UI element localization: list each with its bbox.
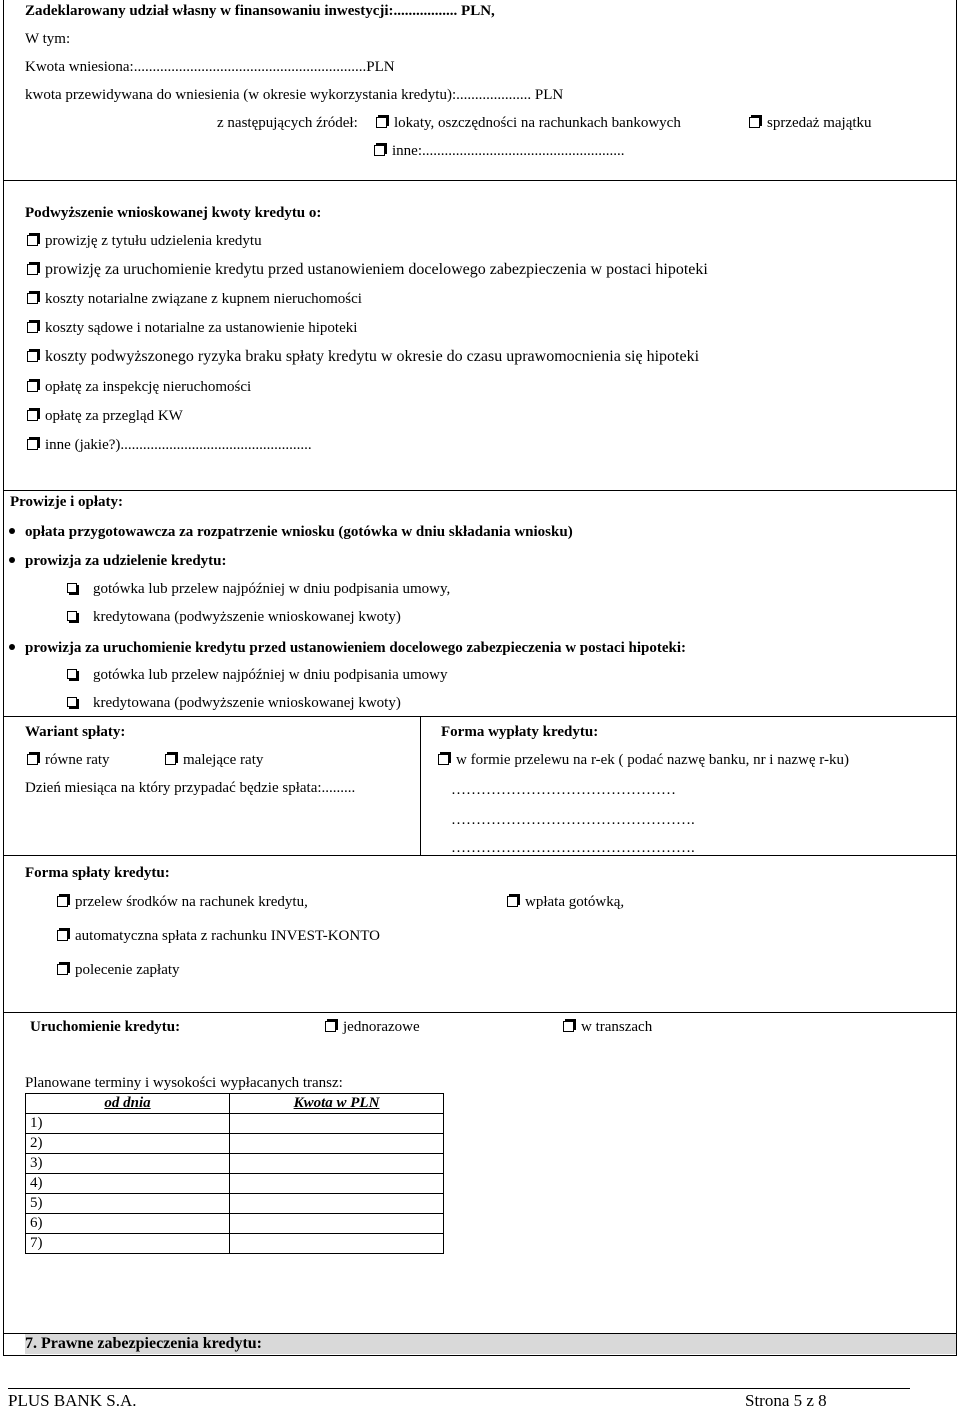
- checkbox-icon[interactable]: [27, 322, 38, 333]
- payout-dots-2[interactable]: ………………………………………….: [451, 812, 695, 828]
- table-row[interactable]: 6): [26, 1214, 444, 1234]
- checkbox-icon[interactable]: [374, 145, 385, 156]
- increase-item-2[interactable]: prowizję za uruchomienie kredytu przed ustanowieniem docelowego zabezpieczenia w postaci hipoteki: [25, 261, 708, 279]
- launch-heading: Uruchomienie kredytu:: [30, 1019, 181, 1035]
- grant-opt-2[interactable]: kredytowana (podwyższenie wnioskowanej kwoty): [67, 608, 401, 626]
- divider-3: [3, 716, 956, 717]
- launch-opt-1[interactable]: gotówka lub przelew najpóźniej w dniu podpisania umowy: [67, 666, 448, 684]
- checkbox-icon[interactable]: [27, 754, 38, 765]
- repayment-form-heading: Forma spłaty kredytu:: [25, 865, 170, 881]
- checkbox-icon[interactable]: [27, 439, 38, 450]
- divider-1: [3, 180, 956, 181]
- table-header-row: [26, 1094, 444, 1114]
- launch-fee-text: prowizja za uruchomienie kredytu przed ustanowieniem docelowego zabezpieczenia w postaci hipoteki:: [25, 640, 687, 656]
- bullet-icon: [9, 644, 15, 650]
- col-from-header: od dnia: [26, 1094, 230, 1114]
- table-row[interactable]: 5): [26, 1194, 444, 1214]
- planned-tranches-label: Planowane terminy i wysokości wypłacanych transz:: [25, 1075, 343, 1091]
- checkbox-icon[interactable]: [325, 1021, 336, 1032]
- checkbox-icon[interactable]: [507, 896, 518, 907]
- frame-left: [3, 0, 4, 1356]
- source-other-option[interactable]: inne:......................................................: [372, 142, 625, 160]
- checkbox-icon[interactable]: [67, 611, 77, 621]
- in-which-label: W tym:: [25, 31, 71, 47]
- checkbox-icon[interactable]: [27, 293, 38, 304]
- own-share-line: Zadeklarowany udział własny w finansowaniu inwestycji:................. PLN,: [25, 3, 495, 19]
- section-7-bar: [25, 1334, 956, 1354]
- table-row[interactable]: 2): [26, 1134, 444, 1154]
- grant-opt-1[interactable]: gotówka lub przelew najpóźniej w dniu podpisania umowy,: [67, 580, 450, 598]
- repayment-equal-option[interactable]: równe raty: [25, 751, 110, 769]
- repayment-column-divider: [420, 716, 421, 855]
- amount-in-line[interactable]: Kwota wniesiona:..............................................................PLN: [25, 59, 395, 75]
- checkbox-icon[interactable]: [67, 669, 77, 679]
- checkbox-icon[interactable]: [563, 1021, 574, 1032]
- repayment-decreasing-option[interactable]: malejące raty: [163, 751, 263, 769]
- increase-item-4[interactable]: koszty sądowe i notarialne za ustanowienie hipoteki: [25, 319, 357, 337]
- launch-opt-2[interactable]: kredytowana (podwyższenie wnioskowanej kwoty): [67, 694, 401, 712]
- frame-right: [956, 0, 957, 1356]
- increase-item-6[interactable]: opłatę za inspekcję nieruchomości: [25, 378, 251, 396]
- form-order-option[interactable]: polecenie zapłaty: [55, 961, 180, 979]
- divider-7: [3, 1355, 956, 1356]
- payout-dots-3[interactable]: ………………………………………….: [451, 840, 695, 856]
- checkbox-icon[interactable]: [67, 583, 77, 593]
- payout-dots-1[interactable]: ………………………………………: [451, 782, 676, 798]
- launch-single-option[interactable]: jednorazowe: [323, 1018, 420, 1036]
- increase-item-7[interactable]: opłatę za przegląd KW: [25, 407, 183, 425]
- increase-item-1[interactable]: prowizję z tytułu udzielenia kredytu: [25, 232, 262, 250]
- payout-heading: Forma wypłaty kredytu:: [441, 724, 599, 740]
- checkbox-icon[interactable]: [27, 264, 38, 275]
- repayment-heading: Wariant spłaty:: [25, 724, 126, 740]
- table-row[interactable]: 4): [26, 1174, 444, 1194]
- checkbox-icon[interactable]: [57, 896, 68, 907]
- section-7-title: 7. Prawne zabezpieczenia kredytu:: [25, 1335, 262, 1352]
- payout-transfer-option[interactable]: w formie przelewu na r-ek ( podać nazwę banku, nr i nazwę r-ku): [436, 751, 849, 769]
- footer-bank: PLUS BANK S.A.: [8, 1391, 137, 1410]
- table-row[interactable]: 3): [26, 1154, 444, 1174]
- form-cash-option[interactable]: wpłata gotówką,: [505, 893, 624, 911]
- checkbox-icon[interactable]: [376, 117, 387, 128]
- bullet-icon: [9, 557, 15, 563]
- form-transfer-option[interactable]: przelew środków na rachunek kredytu,: [55, 893, 308, 911]
- checkbox-icon[interactable]: [27, 235, 38, 246]
- checkbox-icon[interactable]: [57, 964, 68, 975]
- col-amount-header: Kwota w PLN: [230, 1094, 444, 1114]
- repayment-day-field[interactable]: Dzień miesiąca na który przypadać będzie spłata:.........: [25, 780, 356, 796]
- table-row[interactable]: 7): [26, 1234, 444, 1254]
- table-row[interactable]: 1): [26, 1114, 444, 1134]
- launch-tranches-option[interactable]: w transzach: [561, 1018, 652, 1036]
- source-deposits-option[interactable]: lokaty, oszczędności na rachunkach bankowych: [374, 114, 681, 132]
- bullet-icon: [9, 528, 15, 534]
- prep-fee-text: opłata przygotowawcza za rozpatrzenie wniosku (gotówka w dniu składania wniosku): [25, 524, 573, 540]
- grant-fee-text: prowizja za udzielenie kredytu:: [25, 553, 227, 569]
- checkbox-icon[interactable]: [27, 381, 38, 392]
- increase-item-3[interactable]: koszty notarialne związane z kupnem nieruchomości: [25, 290, 362, 308]
- increase-item-5[interactable]: koszty podwyższonego ryzyka braku spłaty kredytu w okresie do czasu uprawomocnienia się hipoteki: [25, 348, 699, 366]
- fees-heading: Prowizje i opłaty:: [10, 494, 124, 510]
- source-sale-option[interactable]: sprzedaż majątku: [747, 114, 872, 132]
- checkbox-icon[interactable]: [165, 754, 176, 765]
- amount-planned-line[interactable]: kwota przewidywana do wniesienia (w okresie wykorzystania kredytu):.................... PLN: [25, 87, 564, 103]
- divider-5: [3, 1012, 956, 1013]
- footer-page: Strona 5 z 8: [745, 1391, 827, 1410]
- checkbox-icon[interactable]: [749, 117, 760, 128]
- increase-heading: Podwyższenie wnioskowanej kwoty kredytu o:: [25, 205, 322, 221]
- tranches-table: [25, 1093, 444, 1254]
- checkbox-icon[interactable]: [27, 410, 38, 421]
- increase-item-8[interactable]: inne (jakie?)...................................................: [25, 436, 312, 454]
- sources-label: z następujących źródeł:: [217, 115, 358, 131]
- checkbox-icon[interactable]: [57, 930, 68, 941]
- checkbox-icon[interactable]: [67, 697, 77, 707]
- footer-rule: [8, 1388, 910, 1389]
- divider-2: [3, 490, 956, 491]
- checkbox-icon[interactable]: [27, 351, 38, 362]
- checkbox-icon[interactable]: [438, 754, 449, 765]
- form-auto-option[interactable]: automatyczna spłata z rachunku INVEST-KONTO: [55, 927, 380, 945]
